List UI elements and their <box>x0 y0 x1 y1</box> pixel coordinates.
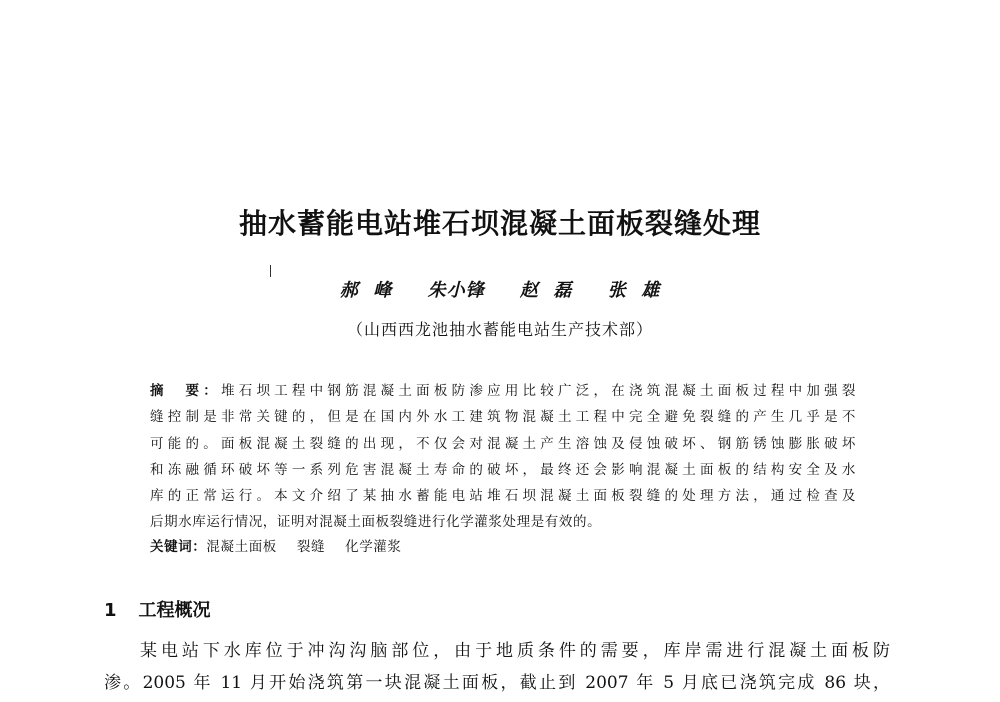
abstract-line: 可能的。面板混凝土裂缝的出现，不仅会对混凝土产生溶蚀及侵蚀破坏、钢筋锈蚀膨胀破坏 <box>150 435 856 452</box>
keyword: 裂缝 <box>296 539 326 555</box>
section-number: 1 <box>104 600 117 621</box>
author-affiliation: （山西西龙池抽水蓄能电站生产技术部） <box>346 320 653 339</box>
keywords <box>150 535 422 555</box>
abstract-line: 后期水库运行情况，证明对混凝土面板裂缝进行化学灌浆处理是有效的。 <box>150 514 602 531</box>
abstract-line: 和冻融循环破坏等一系列危害混凝土寿命的破坏，最终还会影响混凝土面板的结构安全及水 <box>150 461 856 478</box>
body-line: 渗。2005 年 11 月开始浇筑第一块混凝土面板，截止到 2007 年 5 月底已浇筑完成 86 块， <box>104 673 890 693</box>
author-name: 朱小锋 <box>427 280 485 301</box>
paper-title: 抽水蓄能电站堆石坝混凝土面板裂缝处理 <box>238 207 761 240</box>
author-list <box>0 276 1000 302</box>
abstract-text: 堆石坝工程中钢筋混凝土面板防渗应用比较广泛，在浇筑混凝土面板过程中加强裂 <box>220 383 856 399</box>
keyword: 混凝土面板 <box>206 539 277 555</box>
section-title: 工程概况 <box>138 600 211 621</box>
body-line: 某电站下水库位于冲沟沟脑部位，由于地质条件的需要，库岸需进行混凝土面板防 <box>140 641 890 661</box>
keywords-label: 关键词： <box>150 539 207 555</box>
abstract-line <box>150 378 856 404</box>
abstract-line: 库的正常运行。本文介绍了某抽水蓄能电站堆石坝混凝土面板裂缝的处理方法，通过检查及 <box>150 488 856 505</box>
abstract <box>150 378 856 536</box>
author-name: 张 雄 <box>607 280 661 301</box>
keyword: 化学灌浆 <box>345 539 402 555</box>
section-heading <box>104 596 211 622</box>
abstract-label: 摘 要： <box>150 383 221 399</box>
author-name: 郝 峰 <box>339 280 393 301</box>
author-name: 赵 磊 <box>519 280 573 301</box>
abstract-line: 缝控制是非常关键的，但是在国内外水工建筑物混凝土工程中完全避免裂缝的产生几乎是不 <box>150 409 856 426</box>
body-paragraph <box>104 635 890 699</box>
